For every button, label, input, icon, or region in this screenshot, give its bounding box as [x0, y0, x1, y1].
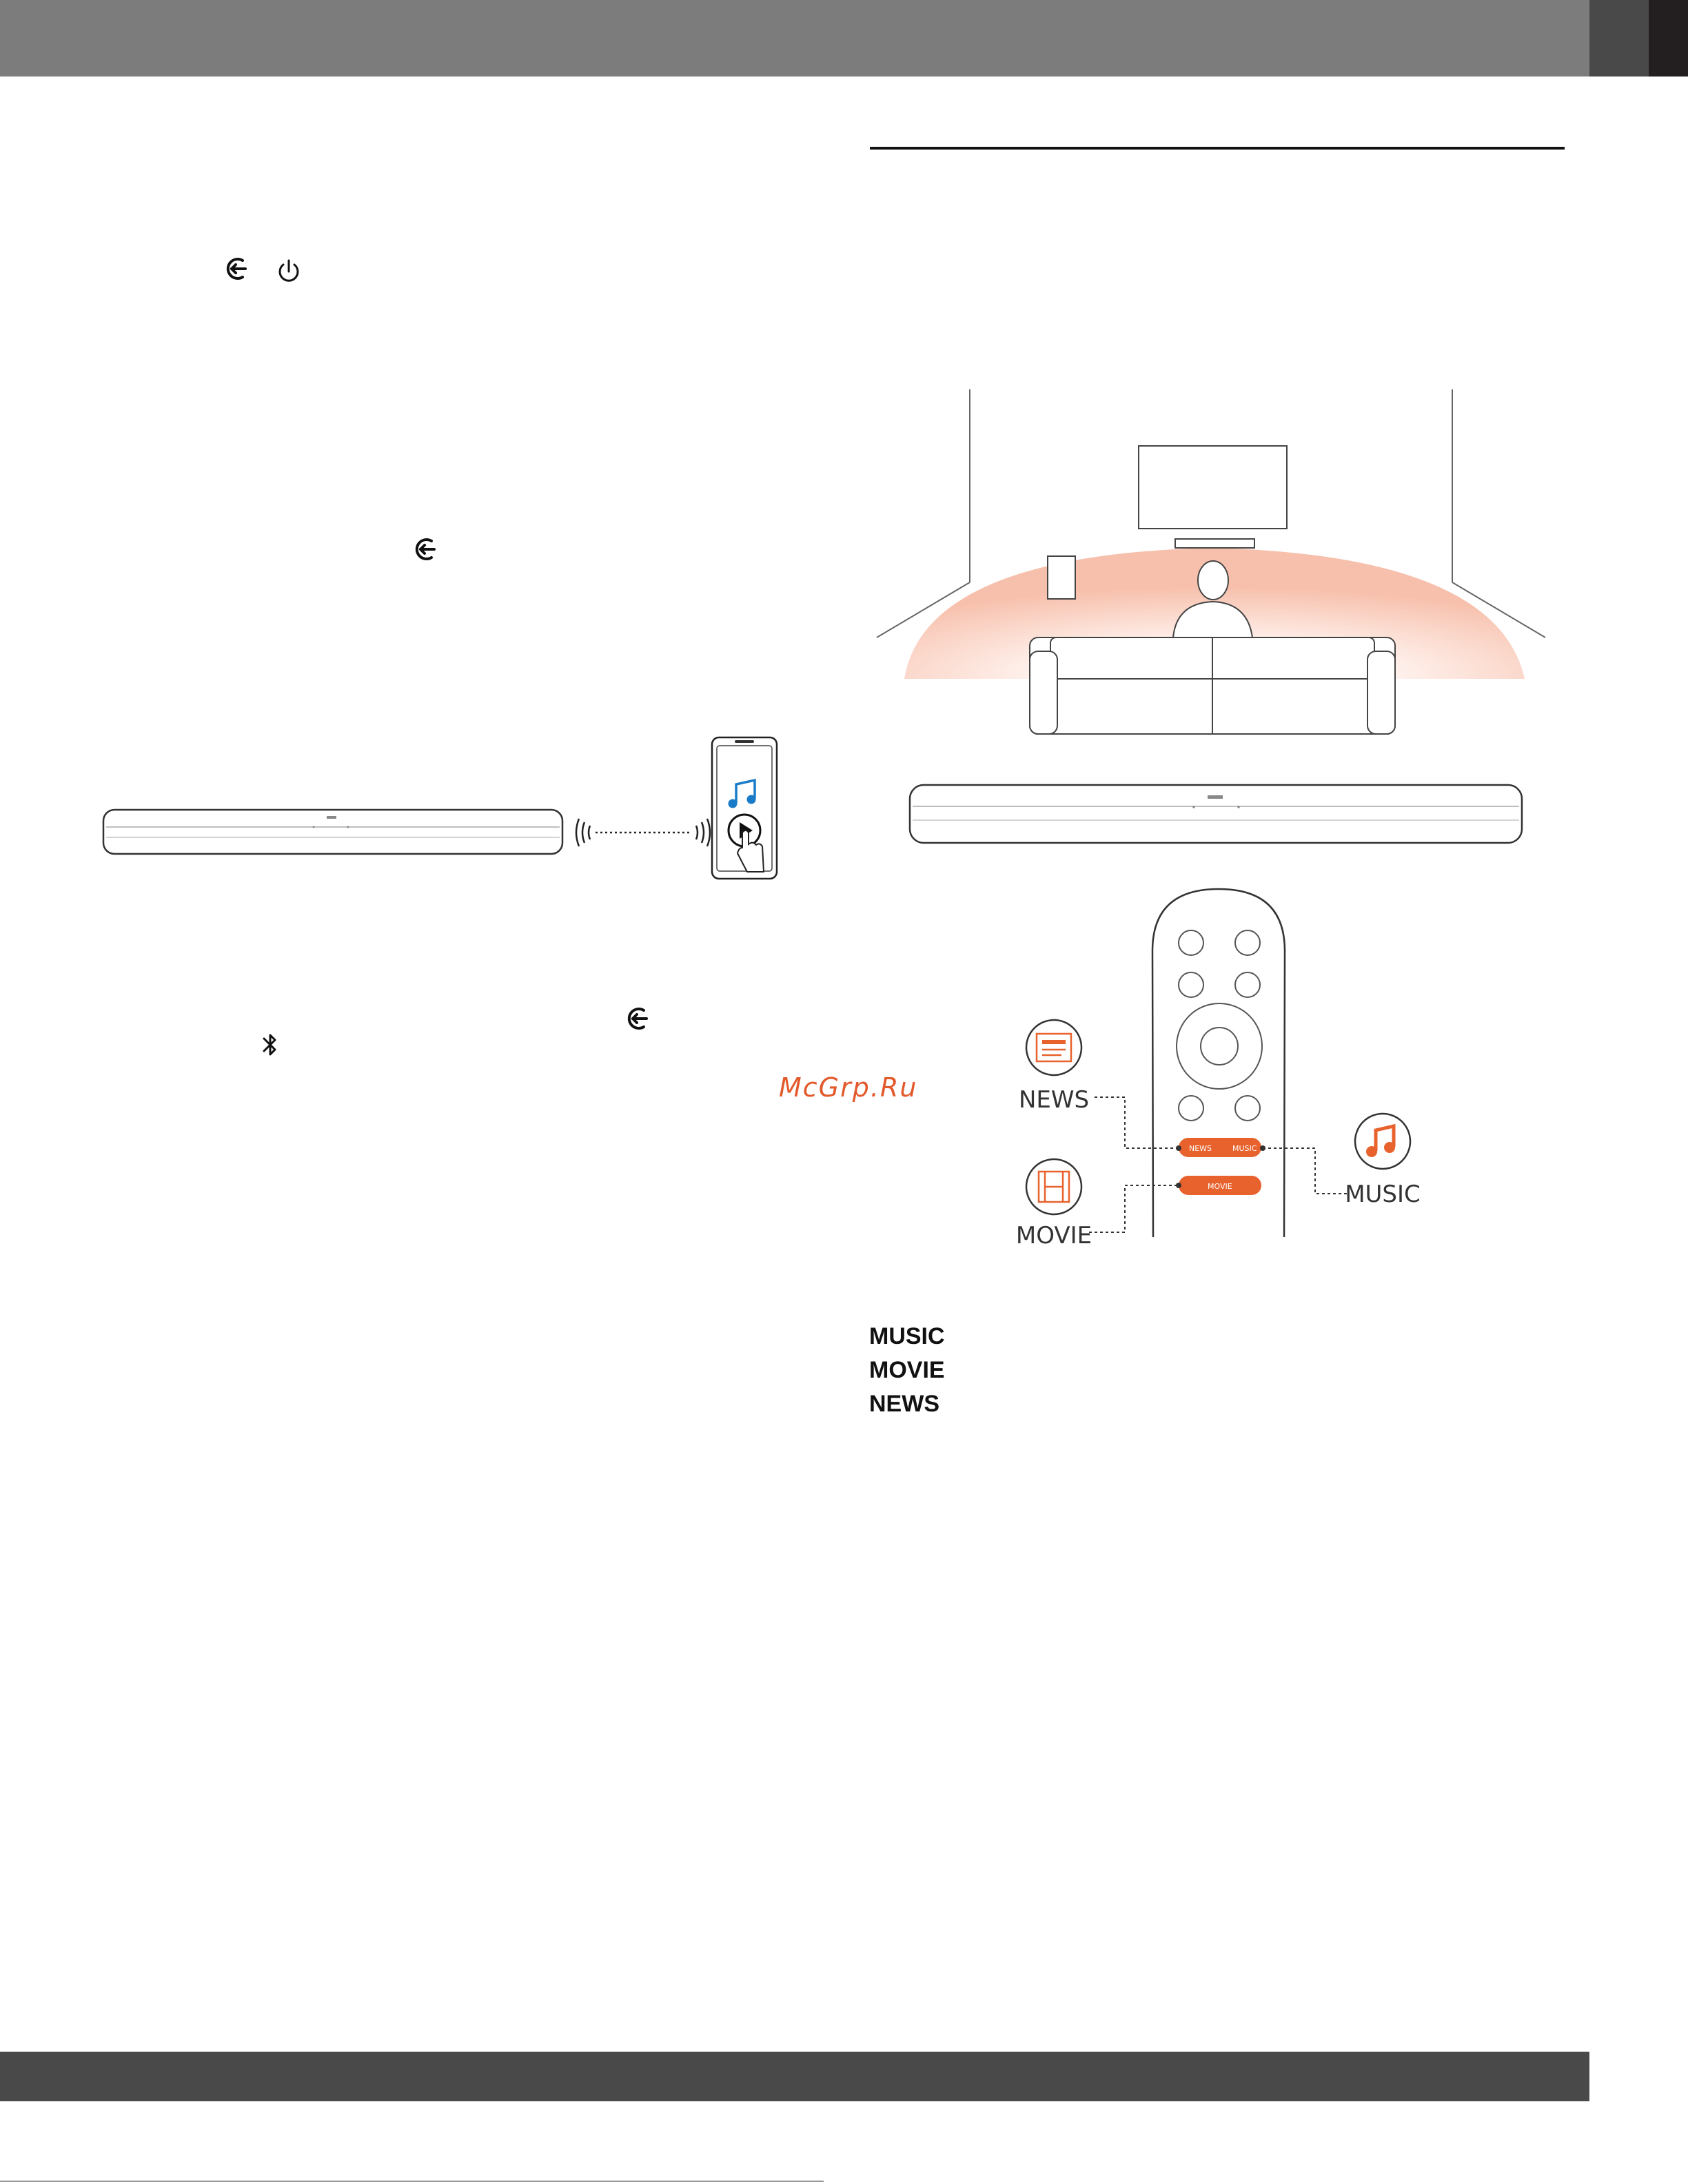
- smartphone: [712, 737, 777, 879]
- movie-callout-label: MOVIE: [1015, 1222, 1092, 1249]
- remote-sound-modes-illustration: [1006, 882, 1434, 1254]
- footer-bar: [0, 2052, 1589, 2101]
- film-icon: [1026, 1159, 1081, 1214]
- source-icon: [623, 1003, 653, 1034]
- header-bar: [0, 0, 1589, 76]
- sofa: [1030, 637, 1395, 734]
- power-icon: [274, 256, 304, 287]
- remote-music-label: MUSIC: [1232, 1144, 1257, 1153]
- remote-control: [1152, 889, 1285, 1237]
- soundbar-small: [103, 810, 562, 854]
- mode-movie: MOVIE: [869, 1357, 945, 1383]
- bluetooth-streaming-illustration: [96, 731, 786, 917]
- music-callout-label: MUSIC: [1345, 1181, 1421, 1208]
- source-icon: [222, 254, 252, 284]
- source-icon: [411, 534, 441, 564]
- music-note-icon: [1355, 1114, 1410, 1169]
- section-divider: [870, 147, 1565, 150]
- news-icon: [1026, 1020, 1081, 1075]
- page-edge-rule: [0, 2181, 824, 2182]
- mode-music: MUSIC: [869, 1323, 945, 1349]
- mode-news: NEWS: [869, 1391, 939, 1417]
- soundbar-under-tv: [1175, 539, 1254, 548]
- tv: [1139, 446, 1287, 529]
- subwoofer: [1048, 556, 1075, 599]
- remote-news-label: NEWS: [1189, 1144, 1212, 1153]
- bluetooth-icon: [260, 1030, 281, 1059]
- news-callout-label: NEWS: [1018, 1086, 1090, 1114]
- room-sound-field-illustration: [870, 382, 1552, 858]
- soundbar-large: [910, 785, 1522, 843]
- wireless-signal: [576, 819, 710, 846]
- remote-movie-label: MOVIE: [1208, 1182, 1232, 1191]
- watermark: McGrp.Ru: [779, 1072, 918, 1103]
- header-tab-marker-dark: [1649, 0, 1688, 76]
- header-tab-marker: [1589, 0, 1649, 76]
